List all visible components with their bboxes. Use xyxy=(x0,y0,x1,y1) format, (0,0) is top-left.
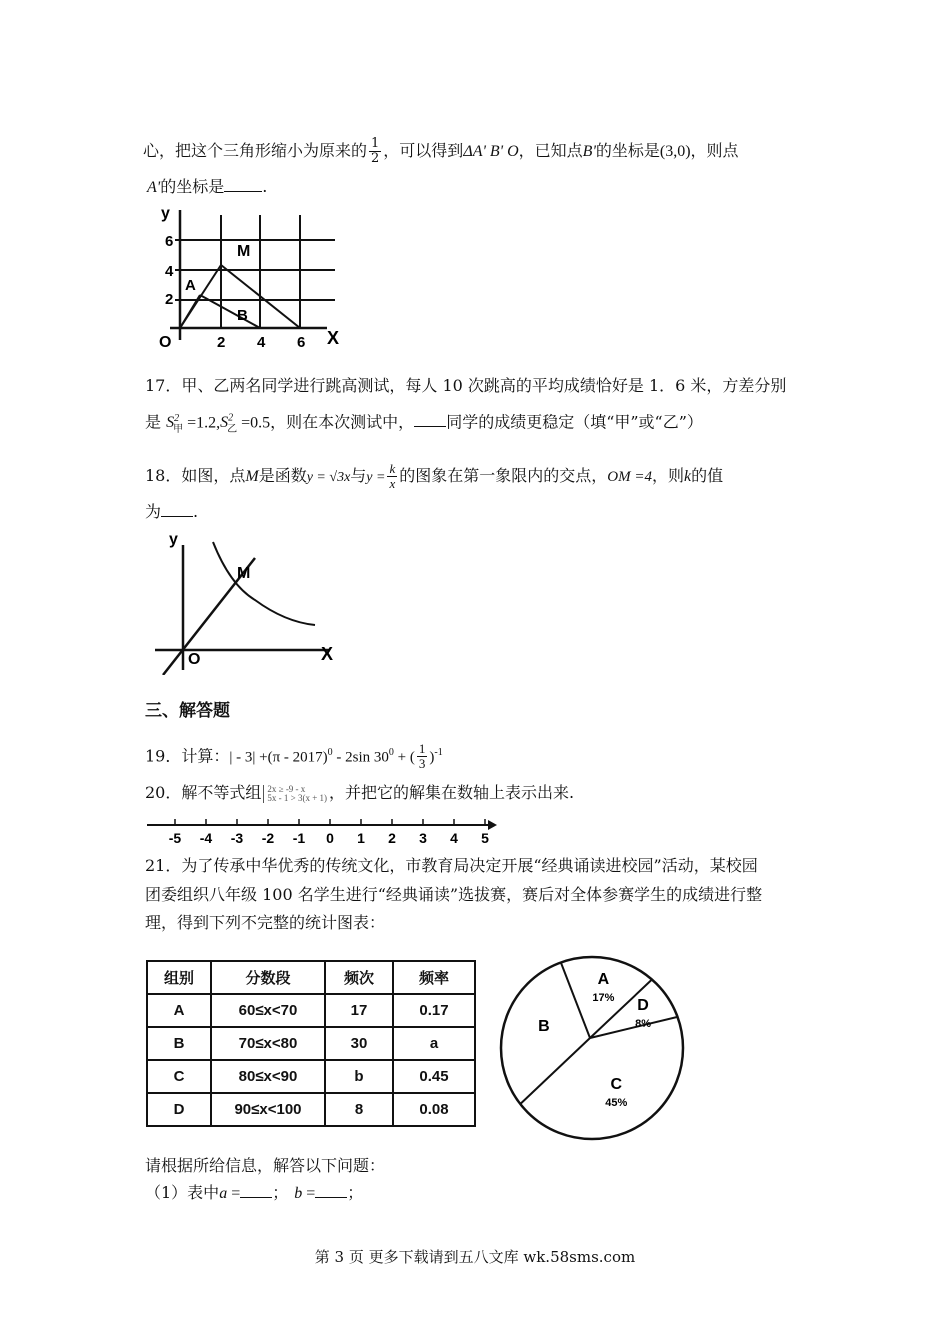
pie-slice-label: A xyxy=(597,971,610,989)
table-row xyxy=(147,1060,475,1093)
number-line-label: -1 xyxy=(292,830,306,846)
separator: ； xyxy=(347,1183,364,1202)
fraction-half xyxy=(369,137,381,166)
table-cell: C xyxy=(147,1060,211,1093)
om-length: OM =4 xyxy=(607,469,652,485)
page-footer: 第 3 页 更多下载请到五八文库 wk.58sms.com xyxy=(314,1248,636,1266)
q16-text: 心，把这个三角形缩小为原来的 xyxy=(143,141,368,160)
pie-slice-label: D xyxy=(637,997,649,1015)
q16-text: 的坐标是 xyxy=(595,141,660,160)
number-line-label: 3 xyxy=(419,830,427,846)
table-header: 频率 xyxy=(393,961,475,994)
pie-slice-boundary xyxy=(590,1017,678,1038)
q16-end: . xyxy=(262,177,268,196)
y-tick: 4 xyxy=(165,263,174,280)
var-b: b xyxy=(294,1185,303,1202)
expr-part: + ( xyxy=(393,749,415,766)
pie-outline xyxy=(501,957,683,1139)
q21-text: （1）表中 xyxy=(145,1183,220,1202)
table-header-row xyxy=(147,961,475,994)
q16-text: ，已知点 xyxy=(518,141,583,160)
var-symbol: S xyxy=(166,414,175,432)
separator: ； xyxy=(272,1183,289,1202)
exponent: 0 xyxy=(388,747,394,758)
equals: = xyxy=(302,1185,316,1202)
q18-text: 的值 xyxy=(691,466,724,485)
var-sup: 2 xyxy=(228,413,234,424)
q17-line1: 17．甲、乙两名同学进行跳高测试，每人 10 次跳高的平均成绩恰好是 1．6 米，方差分别 xyxy=(145,376,787,395)
var-sub: 乙 xyxy=(227,423,238,435)
point-label-a: A xyxy=(185,277,196,294)
triangle-label: ΔA' B' O xyxy=(463,143,519,160)
q18-text: ，则 xyxy=(651,466,684,485)
q21-line3: 理，得到下列不完整的统计图表： xyxy=(145,913,386,932)
origin-label: O xyxy=(159,334,172,350)
y-axis-label: y xyxy=(161,205,170,222)
exponent: 0 xyxy=(327,747,333,758)
pie-slice-percent: 17% xyxy=(592,992,615,1005)
q17-text: 同学的成绩更稳定（填“甲”或“乙”） xyxy=(446,412,703,432)
y-tick: 2 xyxy=(165,291,174,308)
table-header: 分数段 xyxy=(211,961,325,994)
table-cell: b xyxy=(325,1060,393,1093)
k-symbol: k xyxy=(683,468,692,485)
q20-line xyxy=(145,782,574,804)
point-label: M xyxy=(245,468,259,485)
function-lhs: y = xyxy=(366,470,386,485)
table-cell: 30 xyxy=(325,1027,393,1060)
table-cell: 60≤x<70 xyxy=(211,994,325,1027)
q16-grid-figure xyxy=(145,200,345,350)
fraction-k-over-x xyxy=(387,462,397,491)
q16-line1 xyxy=(143,137,739,166)
x-tick: 4 xyxy=(257,334,266,350)
table-header: 频次 xyxy=(325,961,393,994)
stats-table xyxy=(146,960,476,1127)
table-cell: 90≤x<100 xyxy=(211,1093,325,1126)
answer-blank xyxy=(240,1181,272,1198)
variance-jia xyxy=(166,413,184,435)
q16-text: ，则点 xyxy=(690,141,739,160)
coordinate: (3,0) xyxy=(659,143,691,160)
frac-num: 1 xyxy=(371,136,380,151)
pie-slice-percent: 45% xyxy=(605,1096,628,1109)
table-cell: B xyxy=(147,1027,211,1060)
q17-text: ，则在本次测试中， xyxy=(270,412,415,432)
frac-num: 1 xyxy=(418,741,426,757)
table-cell: A xyxy=(147,994,211,1027)
frac-den: 3 xyxy=(418,756,426,772)
frac-den: x xyxy=(389,476,396,491)
point-label: B' xyxy=(582,143,596,160)
x-axis-label: X xyxy=(327,328,340,348)
q18-end: . xyxy=(193,502,199,521)
table-cell: a xyxy=(393,1027,475,1060)
number-line-label: 4 xyxy=(450,830,458,846)
x-tick: 6 xyxy=(297,334,306,350)
q20-label: 20．解不等式组 xyxy=(145,783,262,802)
var-sup: 2 xyxy=(174,413,180,424)
table-cell: 0.17 xyxy=(393,994,475,1027)
answer-blank xyxy=(414,410,446,427)
inequality-2: 5x - 1 > 3(x + 1) xyxy=(267,792,328,803)
var-value: =1.2, xyxy=(183,414,221,432)
inequality-1: 2x ≥ -9 - x xyxy=(267,783,306,794)
point-label-b: B xyxy=(237,307,248,324)
number-line-label: 1 xyxy=(357,830,365,846)
point-label: A' xyxy=(147,179,161,196)
frac-den: 2 xyxy=(371,151,380,166)
q21-prompt: 请根据所给信息，解答以下问题： xyxy=(145,1156,386,1175)
pie-chart xyxy=(492,948,692,1148)
table-cell: 70≤x<80 xyxy=(211,1027,325,1060)
arrow-icon xyxy=(488,820,497,830)
y-axis-label: y xyxy=(169,531,178,548)
q21-line2: 团委组织八年级 100 名学生进行“经典诵读”选拔赛，赛后对全体参赛学生的成绩进行整 xyxy=(145,885,763,904)
pie-slice-percent: 8% xyxy=(635,1018,652,1031)
x-tick: 2 xyxy=(217,334,226,350)
frac-num: k xyxy=(389,461,396,476)
pie-slice-boundary xyxy=(561,962,590,1038)
point-label-m: M xyxy=(237,243,251,260)
pie-slice-label: B xyxy=(538,1018,550,1036)
var-sub: 甲 xyxy=(173,423,184,435)
number-line-label: -4 xyxy=(199,830,213,846)
expr-part: | - 3| +(π - 2017) xyxy=(229,749,328,766)
var-value: =0.5 xyxy=(237,414,271,432)
variance-yi xyxy=(220,413,238,435)
q19-line xyxy=(145,742,443,771)
point-label-m: M xyxy=(237,565,251,582)
table-cell: 8 xyxy=(325,1093,393,1126)
inequality-system xyxy=(263,785,327,803)
q17-text: 是 xyxy=(145,412,162,432)
table-row xyxy=(147,1027,475,1060)
table-header: 组别 xyxy=(147,961,211,994)
q20-text: ，并把它的解集在数轴上表示出来. xyxy=(329,783,575,802)
fraction-third xyxy=(417,742,428,771)
pie-slice-boundary xyxy=(520,1038,590,1104)
answer-blank xyxy=(224,175,262,192)
q21-line1: 21．为了传承中华优秀的传统文化，市教育局决定开展“经典诵读进校园”活动，某校园 xyxy=(145,856,758,875)
var-a: a xyxy=(219,1185,228,1202)
pie-slice-label: C xyxy=(610,1075,623,1093)
table-cell: D xyxy=(147,1093,211,1126)
equals: = xyxy=(227,1185,241,1202)
expr-part: - 2sin 30 xyxy=(332,749,389,766)
q18-graph-figure xyxy=(155,530,355,675)
table-cell: 17 xyxy=(325,994,393,1027)
q16-text: 的坐标是 xyxy=(160,177,225,196)
number-line-label: 5 xyxy=(481,830,489,846)
q19-label: 19．计算： xyxy=(145,746,230,766)
number-line-label: -5 xyxy=(168,830,182,846)
origin-label: O xyxy=(188,651,201,668)
q18-text: 为 xyxy=(145,502,162,521)
table-cell: 80≤x<90 xyxy=(211,1060,325,1093)
q16-line2 xyxy=(147,175,267,199)
q18-line2 xyxy=(145,500,198,523)
number-line-label: 2 xyxy=(388,830,396,846)
q18-text: 是函数 xyxy=(258,466,307,485)
table-row xyxy=(147,994,475,1027)
q18-text: 18．如图，点 xyxy=(145,466,246,485)
section-title: 三、解答题 xyxy=(145,701,230,721)
table-row xyxy=(147,1093,475,1126)
answer-blank xyxy=(161,500,193,517)
expr-part: ) xyxy=(429,749,435,766)
number-line xyxy=(145,815,505,847)
q21-part1 xyxy=(145,1181,363,1205)
number-line-label: -2 xyxy=(261,830,275,846)
q17-line2 xyxy=(145,408,703,441)
answer-blank xyxy=(315,1181,347,1198)
number-line-label: 0 xyxy=(326,830,334,846)
q16-text: ，可以得到 xyxy=(383,141,464,160)
table-cell: 0.08 xyxy=(393,1093,475,1126)
number-line-label: -3 xyxy=(230,830,244,846)
x-axis-label: X xyxy=(321,644,334,664)
function-linear: y = √3x xyxy=(306,470,351,485)
var-symbol: S xyxy=(220,414,229,432)
table-cell: 0.45 xyxy=(393,1060,475,1093)
y-tick: 6 xyxy=(165,233,174,250)
exponent: -1 xyxy=(434,747,443,758)
q18-text: 的图象在第一象限内的交点， xyxy=(399,466,608,485)
q18-text: 与 xyxy=(350,466,367,485)
q18-line1 xyxy=(145,462,723,491)
